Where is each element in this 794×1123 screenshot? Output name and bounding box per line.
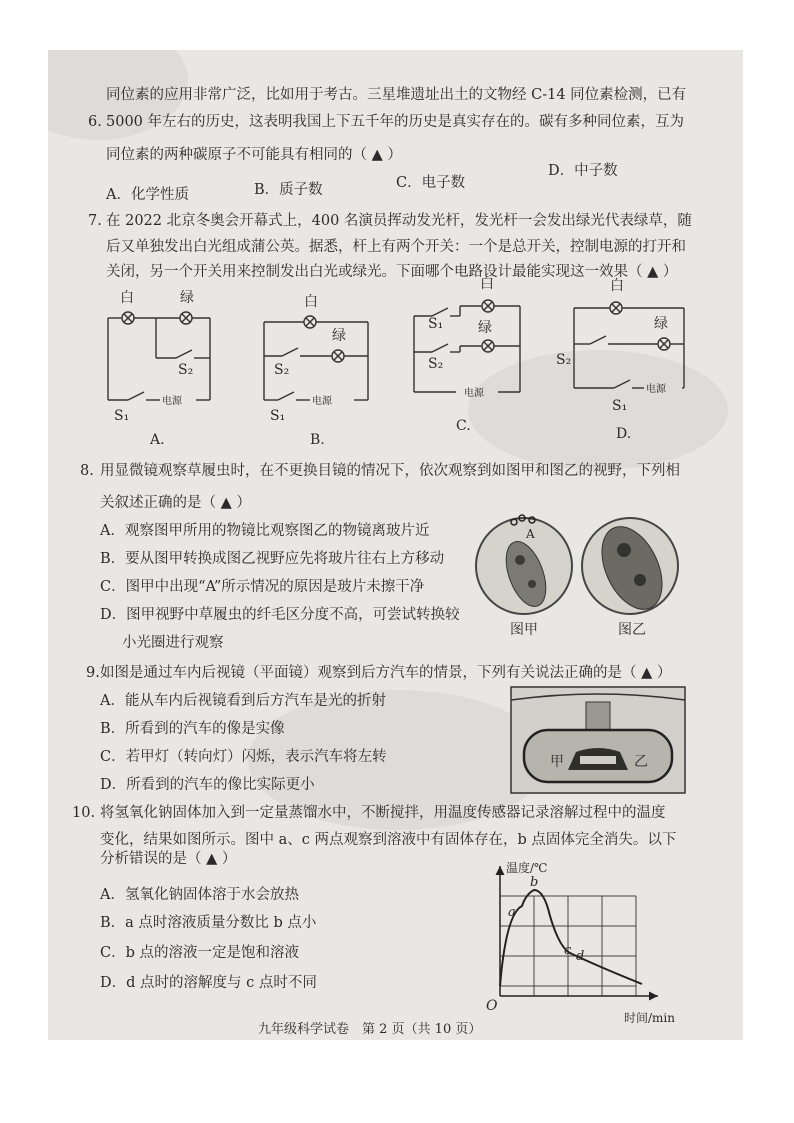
circuit-d-green-label: 绿 xyxy=(654,316,668,332)
paramecium-figures xyxy=(474,510,694,642)
circuit-c-white-label: 白 xyxy=(480,276,494,292)
circuit-b-power: 电源 xyxy=(312,396,332,407)
circuit-a-power: 电源 xyxy=(162,396,182,407)
q10-line2: 变化，结果如图所示。图中 a、c 两点观察到溶液中有固体存在，b 点固体完全消失。以下 xyxy=(100,832,677,848)
lamp-jia-label: 甲 xyxy=(550,754,564,770)
circuit-d-label: D. xyxy=(616,426,632,442)
q10-option-d: D．d 点时的溶解度与 c 点时不同 xyxy=(100,975,317,991)
q10-line3: 分析错误的是（ ▲ ） xyxy=(100,851,237,867)
circuit-a xyxy=(100,288,220,448)
figure-yi-caption: 图乙 xyxy=(618,622,646,638)
q7-line1: 在 2022 北京冬奥会开幕式上，400 名演员挥动发光杆，发光杆一会发出绿光代表绿草，随 xyxy=(106,213,692,229)
circuit-d-white-label: 白 xyxy=(610,278,624,294)
chart-origin-label: O xyxy=(486,998,498,1014)
circuit-c-label: C. xyxy=(456,418,471,434)
q8-line1: 用显微镜观察草履虫时，在不更换目镜的情况下，依次观察到如图甲和图乙的视野，下列相 xyxy=(100,463,680,479)
circuit-a-label: A. xyxy=(150,432,165,448)
lamp-yi-label: 乙 xyxy=(634,754,648,770)
q6-line3: 同位素的两种碳原子不可能具有相同的（ ▲ ） xyxy=(106,147,402,163)
point-c-label: c xyxy=(564,943,572,958)
chart-ylabel: 温度/℃ xyxy=(506,861,548,875)
q8-line2: 关叙述正确的是（ ▲ ） xyxy=(100,495,251,511)
q6-line1: 同位素的应用非常广泛，比如用于考古。三星堆遗址出土的文物经 C-14 同位素检测，已有 xyxy=(106,87,687,103)
circuit-d-s1: S₁ xyxy=(612,398,628,414)
q8-option-c: C．图甲中出现“A”所示情况的原因是玻片未擦干净 xyxy=(100,579,425,595)
circuit-b-s2: S₂ xyxy=(274,362,290,378)
circuit-a-s1: S₁ xyxy=(114,408,130,424)
circuit-c-power: 电源 xyxy=(464,388,484,399)
q9-option-c: C．若甲灯（转向灯）闪烁，表示汽车将左转 xyxy=(100,749,387,765)
q7-line3: 关闭，另一个开关用来控制发出白光或绿光。下面哪个电路设计最能实现这一效果（ ▲ ） xyxy=(106,264,678,280)
circuit-a-green-label: 绿 xyxy=(180,290,194,306)
circuit-a-s2: S₂ xyxy=(178,362,194,378)
figure-jia-caption: 图甲 xyxy=(510,622,538,638)
page-footer: 九年级科学试卷 第 2 页（共 10 页） xyxy=(258,1022,482,1037)
q9-line1: 如图是通过车内后视镜（平面镜）观察到后方汽车的情景，下列有关说法正确的是（ ▲ ） xyxy=(100,665,672,681)
q8-option-a: A．观察图甲所用的物镜比观察图乙的物镜离玻片近 xyxy=(100,523,430,539)
q6-option-b: B．质子数 xyxy=(254,182,323,198)
q7-number: 7. xyxy=(88,213,102,229)
circuit-b-s1: S₁ xyxy=(270,408,286,424)
q9-number: 9. xyxy=(86,665,100,681)
q10-option-c: C．b 点的溶液一定是饱和溶液 xyxy=(100,945,299,961)
circuit-c-green-label: 绿 xyxy=(478,320,492,336)
figure-a-label: A xyxy=(526,527,535,541)
point-a-label: a xyxy=(508,905,516,920)
circuit-c-s1: S₁ xyxy=(428,316,444,332)
q6-line2: 5000 年左右的历史，这表明我国上下五千年的历史是真实存在的。碳有多种同位素，互为 xyxy=(106,114,685,130)
q9-option-a: A．能从车内后视镜看到后方汽车是光的折射 xyxy=(100,693,386,709)
circuit-b-green-label: 绿 xyxy=(332,328,346,344)
circuit-d-power: 电源 xyxy=(646,384,666,395)
circuit-c-s2: S₂ xyxy=(428,356,444,372)
q8-option-b: B．要从图甲转换成图乙视野应先将玻片往右上方移动 xyxy=(100,551,445,567)
point-d-label: d xyxy=(576,949,585,964)
chart-xlabel: 时间/min xyxy=(624,1011,675,1024)
temperature-chart xyxy=(482,854,692,1024)
circuit-b-label: B. xyxy=(310,432,325,444)
q6-option-d: D．中子数 xyxy=(548,163,618,179)
q8-option-d-cont: 小光圈进行观察 xyxy=(122,635,224,651)
q8-number: 8. xyxy=(80,463,94,479)
q6-number: 6. xyxy=(88,114,102,130)
circuit-a-white-label: 白 xyxy=(120,290,134,306)
circuit-d xyxy=(554,268,704,442)
q9-option-d: D．所看到的汽车的像比实际更小 xyxy=(100,777,315,793)
q7-line2: 后又单独发出白光组成蒲公英。据悉，杆上有两个开关：一个是总开关，控制电源的打开和 xyxy=(106,239,686,255)
q10-line1: 将氢氧化钠固体加入到一定量蒸馏水中，不断搅拌，用温度传感器记录溶解过程中的温度 xyxy=(100,805,666,821)
q6-option-a: A．化学性质 xyxy=(106,187,189,203)
circuit-c xyxy=(408,272,538,438)
rearview-mirror-figure xyxy=(510,686,686,794)
circuit-b xyxy=(256,284,386,444)
exam-page xyxy=(48,50,743,1040)
temperature-curve xyxy=(500,890,642,986)
point-b-label: b xyxy=(530,875,539,890)
q6-option-c: C．电子数 xyxy=(396,175,466,191)
q10-number: 10. xyxy=(72,805,96,821)
circuit-b-white-label: 白 xyxy=(304,294,318,310)
q9-option-b: B．所看到的汽车的像是实像 xyxy=(100,721,285,737)
q10-option-a: A．氢氧化钠固体溶于水会放热 xyxy=(100,887,299,903)
circuit-d-s2: S₂ xyxy=(556,352,572,368)
q8-option-d: D．图甲视野中草履虫的纤毛区分度不高，可尝试转换较 xyxy=(100,607,460,623)
q10-option-b: B．a 点时溶液质量分数比 b 点小 xyxy=(100,915,317,931)
